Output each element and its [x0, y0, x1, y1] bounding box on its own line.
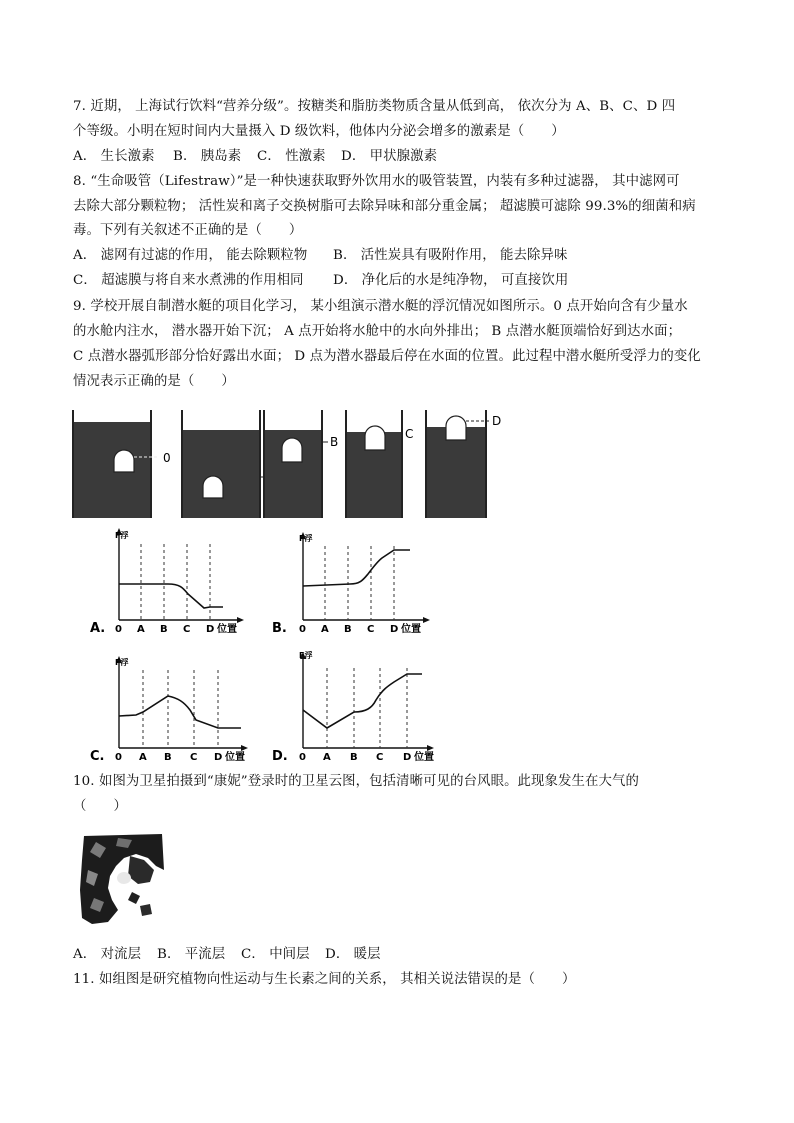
tank-a — [182, 410, 277, 518]
q8-stem-line2: 去除大部分颗粒物； 活性炭和离子交换树脂可去除异味和部分重金属； 超滤膜可滤除 99.3%的细菌和病 — [73, 199, 696, 214]
x-tick-c: C — [183, 624, 191, 635]
q7-stem-line2: 个等级。小明在短时间内大量摄入 D 级饮料，他体内分泌会增多的激素是（ ） — [73, 124, 565, 139]
q10-stem-line2: （ ） — [73, 799, 127, 814]
graph-y-label: F浮 — [299, 651, 313, 660]
graph-y-label: F浮 — [115, 658, 129, 667]
submarine-tank-diagram — [60, 400, 520, 520]
q9-stem-line4: 情况表示正确的是（ ） — [73, 374, 235, 389]
q7-option-c: C． 性激素 — [257, 149, 326, 164]
q10-option-b: B． 平流层 — [157, 947, 226, 962]
q9-stem-line2: 的水舱内注水， 潜水器开始下沉； A 点开始将水舱中的水向外排出； B 点潜水艇顶端恰好到达水面； — [73, 324, 682, 339]
submarine-shape — [365, 426, 385, 450]
q9-stem-line3: C 点潜水器弧形部分恰好露出水面； D 点为潜水器最后停在水面的位置。此过程中潜水艇所受浮力的变化 — [73, 349, 701, 364]
typhoon-eye — [117, 872, 131, 884]
x-tick-0: 0 — [299, 752, 306, 763]
tank-label-d: D — [492, 414, 502, 428]
graph-option-label-c: C. — [90, 749, 105, 764]
q7-option-b: B． 胰岛素 — [173, 149, 242, 164]
q10-option-c: C． 中间层 — [241, 947, 310, 962]
graph-option-label-d: D. — [272, 749, 288, 764]
typhoon-satellite-image — [78, 830, 166, 926]
x-tick-d: D — [206, 624, 215, 635]
graph-option-b — [270, 524, 450, 640]
tank-label-0: 0 — [163, 451, 171, 465]
tank-d — [426, 410, 501, 518]
x-tick-0: 0 — [115, 624, 122, 635]
tank-label-c: C — [405, 427, 414, 441]
x-tick-d: D — [214, 752, 223, 763]
q8-options-row2 — [73, 272, 568, 290]
buoyancy-curve — [303, 674, 422, 728]
x-tick-d: D — [390, 624, 399, 635]
q10-option-a: A． 对流层 — [73, 947, 142, 962]
submarine-shape — [203, 476, 223, 498]
q7-options — [73, 148, 437, 166]
x-axis-label: 位置 — [225, 752, 245, 763]
submarine-shape — [282, 438, 302, 462]
q8-options-row1 — [73, 247, 568, 265]
q9-stem-line1: 9. 学校开展自制潜水艇的项目化学习， 某小组演示潜水艇的浮沉情况如图所示。0 点开始向含有少量水 — [73, 299, 688, 314]
x-tick-a: A — [139, 752, 147, 763]
q10-option-d: D． 暖层 — [325, 947, 381, 962]
tank-b — [264, 410, 338, 518]
x-tick-b: B — [160, 624, 168, 635]
x-tick-0: 0 — [115, 752, 122, 763]
q8-option-b: B． 活性炭具有吸附作用， 能去除异味 — [333, 248, 568, 263]
tank-label-b: B — [330, 435, 339, 449]
buoyancy-curve — [119, 696, 241, 728]
tank-0 — [73, 410, 171, 518]
x-tick-a: A — [137, 624, 145, 635]
q8-stem-line1: 8. “生命吸管（Lifestraw）”是一种快速获取野外饮用水的吸管装置，内装有多种过滤器， 其中滤网可 — [73, 174, 680, 189]
x-tick-c: C — [190, 752, 198, 763]
graph-y-label: F浮 — [299, 534, 313, 543]
x-axis-label: 位置 — [401, 624, 421, 635]
x-tick-b: B — [344, 624, 352, 635]
q11-stem-line1: 11. 如组图是研究植物向性运动与生长素之间的关系， 其相关说法错误的是（ ） — [73, 972, 576, 987]
q8-option-d: D． 净化后的水是纯净物， 可直接饮用 — [333, 273, 569, 288]
submarine-shape — [446, 416, 466, 440]
tank-c — [346, 410, 413, 518]
q8-option-c: C． 超滤膜与将自来水煮沸的作用相同 — [73, 273, 304, 288]
x-tick-a: A — [321, 624, 329, 635]
graph-option-label-b: B. — [272, 621, 287, 636]
q10-options — [73, 946, 381, 964]
q7-option-a: A． 生长激素 — [73, 149, 155, 164]
x-tick-a: A — [323, 752, 331, 763]
q7-stem-line1: 7. 近期， 上海试行饮料“营养分级”。按糖类和脂肪类物质含量从低到高， 依次分为 A、B、C、D 四 — [73, 99, 676, 114]
x-tick-c: C — [376, 752, 384, 763]
x-tick-b: B — [350, 752, 358, 763]
x-axis-label: 位置 — [414, 752, 434, 763]
buoyancy-curve — [303, 550, 410, 586]
graph-option-d — [270, 648, 450, 764]
buoyancy-curve — [119, 584, 223, 608]
graph-option-a — [88, 524, 268, 640]
q7-option-d: D． 甲状腺激素 — [341, 149, 438, 164]
graph-option-label-a: A. — [90, 621, 106, 636]
q8-stem-line3: 毒。下列有关叙述不正确的是（ ） — [73, 223, 303, 238]
x-tick-c: C — [367, 624, 375, 635]
x-axis-label: 位置 — [217, 624, 237, 635]
graph-y-label: F浮 — [115, 531, 129, 540]
x-tick-d: D — [403, 752, 412, 763]
graph-option-c — [88, 648, 268, 764]
x-tick-0: 0 — [299, 624, 306, 635]
x-tick-b: B — [164, 752, 172, 763]
q8-option-a: A． 滤网有过滤的作用， 能去除颗粒物 — [73, 248, 308, 263]
q10-stem-line1: 10. 如图为卫星拍摄到“康妮”登录时的卫星云图，包括清晰可见的台风眼。此现象发生在大气的 — [73, 774, 639, 789]
submarine-shape — [114, 450, 134, 472]
